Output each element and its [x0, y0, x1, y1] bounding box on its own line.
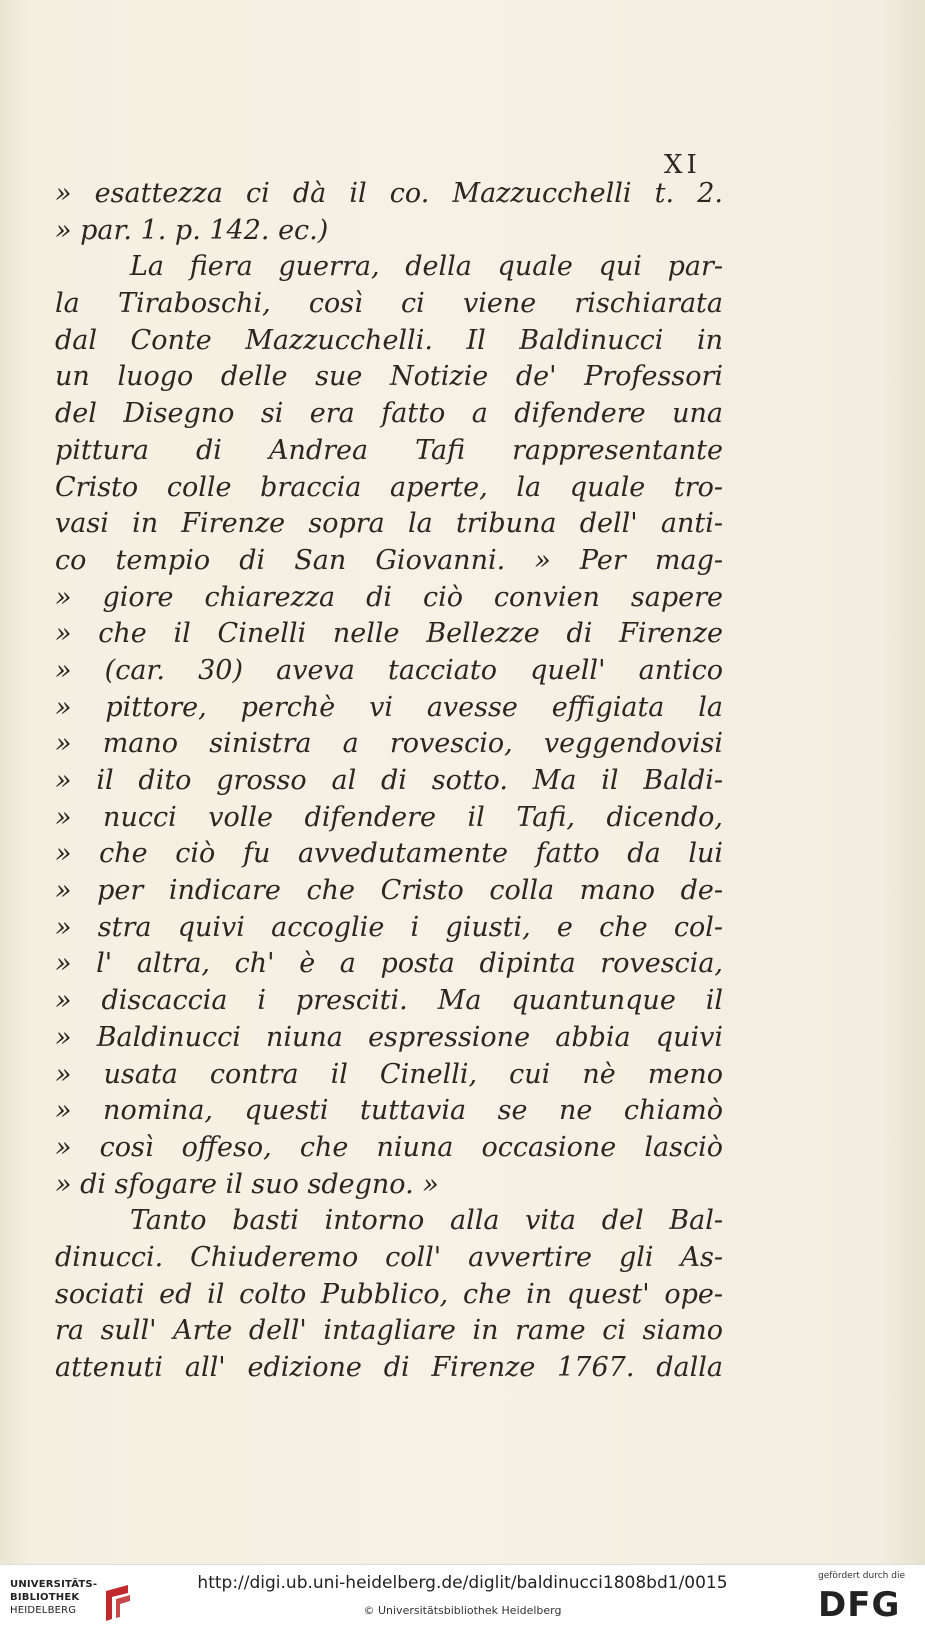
text-line: » pittore, perchè vi avesse effigiata la — [55, 691, 723, 723]
text-line: Tanto basti intorno alla vita del Bal- — [130, 1205, 723, 1237]
text-line: » che il Cinelli nelle Bellezze di Firenze — [55, 618, 723, 650]
text-line: » (car. 30) aveva tacciato quell' antico — [55, 654, 723, 686]
logo-line: HEIDELBERG — [10, 1605, 77, 1616]
text-line: » che ciò fu avvedutamente fatto da lui — [55, 838, 723, 870]
text-line: vasi in Firenze sopra la tribuna dell' anti- — [55, 508, 723, 540]
text-line: » usata contra il Cinelli, cui nè meno — [55, 1058, 723, 1090]
text-line: un luogo delle sue Notizie de' Professori — [55, 361, 723, 393]
permalink-url[interactable]: http://digi.ub.uni-heidelberg.de/diglit/baldinucci1808bd1/0015 — [197, 1573, 728, 1593]
text-line: La fiera guerra, della quale qui par- — [130, 251, 723, 283]
text-line: dinucci. Chiuderemo coll' avvertire gli As- — [55, 1241, 723, 1273]
sponsor-logo[interactable] — [818, 1571, 918, 1627]
text-line: dal Conte Mazzucchelli. Il Baldinucci in — [55, 324, 723, 356]
text-line: » di sfogare il suo sdegno. » — [55, 1168, 439, 1200]
text-line: » par. 1. p. 142. ec.) — [55, 214, 329, 246]
text-line: » esattezza ci dà il co. Mazzucchelli t. 2. — [55, 178, 723, 209]
text-line: » per indicare che Cristo colla mano de- — [55, 875, 723, 907]
dfg-logo: DFG — [818, 1585, 901, 1625]
sponsor-label: gefördert durch die — [818, 1571, 905, 1581]
text-line: » Baldinucci niuna espressione abbia quivi — [55, 1021, 723, 1053]
viewer-footer — [0, 1564, 925, 1632]
copyright-notice: © Universitätsbibliothek Heidelberg — [363, 1604, 562, 1617]
text-line: del Disegno si era fatto a difendere una — [55, 398, 723, 430]
text-line: » l' altra, ch' è a posta dipinta rovescia, — [55, 948, 723, 980]
text-line: » giore chiarezza di ciò convien sapere — [55, 581, 723, 613]
text-line: sociati ed il colto Pubblico, che in quest' ope- — [55, 1278, 723, 1310]
text-line: ra sull' Arte dell' intagliare in rame ci siamo — [55, 1315, 723, 1347]
text-line: la Tiraboschi, così ci viene rischiarata — [55, 288, 723, 320]
text-line: » nomina, questi tuttavia se ne chiamò — [55, 1095, 723, 1127]
text-line: co tempio di San Giovanni. » Per mag- — [55, 544, 723, 576]
text-line: » il dito grosso al di sotto. Ma il Baldi- — [55, 765, 723, 796]
text-line: attenuti all' edizione di Firenze 1767. dalla — [55, 1352, 723, 1383]
text-line: » discaccia i presciti. Ma quantunque il — [55, 985, 723, 1017]
page-text-block — [55, 176, 723, 1387]
page-number: XI — [664, 150, 701, 180]
text-line: pittura di Andrea Tafi rappresentante — [55, 434, 723, 466]
text-line: » così offeso, che niuna occasione lasciò — [55, 1131, 723, 1163]
text-line: » mano sinistra a rovescio, veggendovisi — [55, 728, 723, 760]
text-line: Cristo colle braccia aperte, la quale tro- — [55, 471, 723, 503]
logo-line: BIBLIOTHEK — [10, 1592, 80, 1603]
text-line: » stra quivi accoglie i giusti, e che col- — [55, 911, 723, 943]
text-line: » nucci volle difendere il Tafi, dicendo, — [55, 801, 723, 833]
logo-line: UNIVERSITÄTS- — [10, 1579, 98, 1590]
